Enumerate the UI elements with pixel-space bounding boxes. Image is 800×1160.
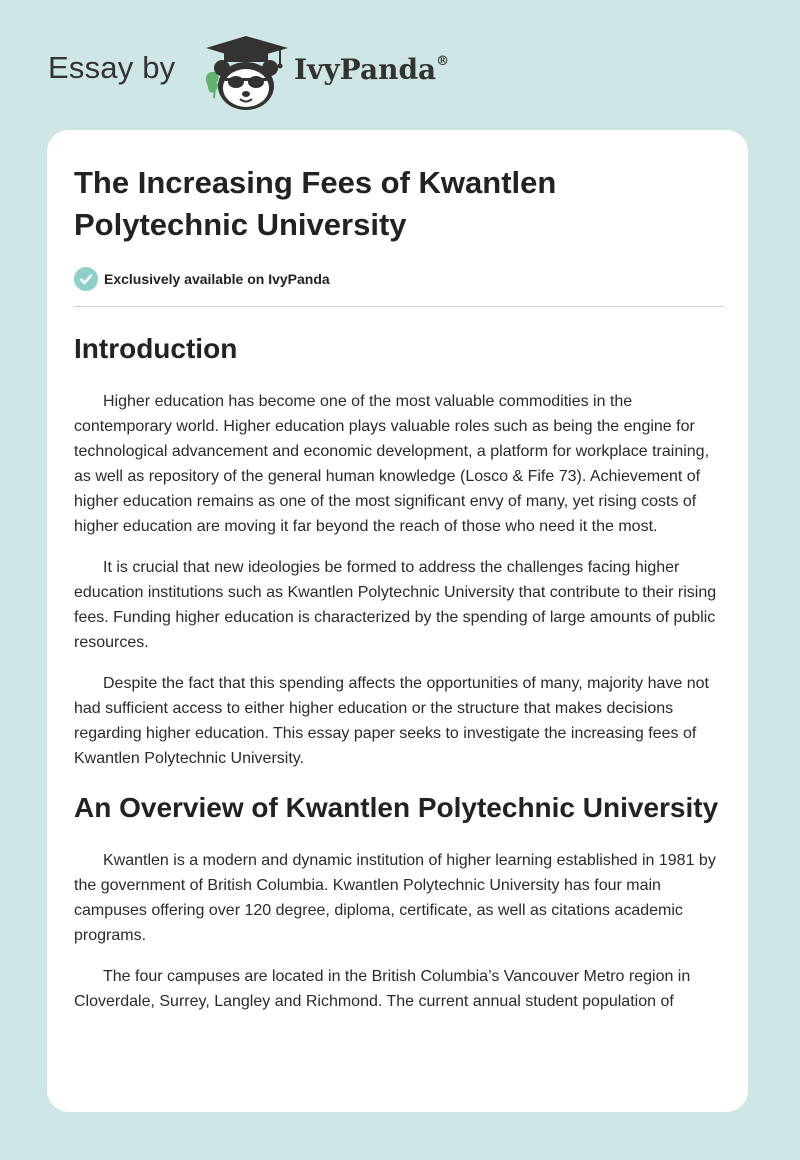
section-heading: An Overview of Kwantlen Polytechnic University xyxy=(74,792,719,823)
site-header xyxy=(0,0,800,120)
page-title: The Increasing Fees of Kwantlen Polytechnic University xyxy=(74,165,557,242)
brand-name[interactable]: IvyPanda® xyxy=(294,53,450,86)
panda-logo-icon[interactable] xyxy=(200,34,292,112)
paragraph: The four campuses are located in the British Columbia’s Vancouver Metro region in Cloverdale, Surrey, Langley and Richmond. The current annual student population of xyxy=(74,968,691,1010)
essay-card xyxy=(47,130,748,1112)
paragraph: It is crucial that new ideologies be formed to address the challenges facing higher education institutions such as Kwantlen Polytechnic University that contribute to their rising fees. Funding higher education is characterized by the spending of large amounts of public resources. xyxy=(74,559,717,651)
registered-mark: ® xyxy=(436,53,450,69)
paragraph: Despite the fact that this spending affects the opportunities of many, majority have not had sufficient access to either higher education or the structure that makes decisions regarding higher education. This essay paper seeks to investigate the increasing fees of Kwantlen Polytechnic University. xyxy=(74,675,709,767)
brand-prefix: Essay by xyxy=(48,50,176,85)
exclusive-badge xyxy=(74,266,724,292)
section-heading: Introduction xyxy=(74,333,238,364)
essay-content xyxy=(74,130,724,1014)
divider xyxy=(74,306,724,307)
badge-text: Exclusively available on IvyPanda xyxy=(104,271,330,287)
paragraph: Kwantlen is a modern and dynamic institution of higher learning established in 1981 by the government of British Columbia. Kwantlen Polytechnic University has four main campuses offering over 120 degree, diploma, certificate, as well as citations academic programs. xyxy=(74,852,716,944)
paragraph: Higher education has become one of the most valuable commodities in the contemporary world. Higher education plays valuable roles such as being the engine for technological advancement and economic development, a platform for workplace training, as well as repository of the general human knowledge (Losco & Fife 73). Achievement of higher education remains as one of the most significant envy of many, yet rising costs of higher education are moving it far beyond the reach of those who need it the most. xyxy=(74,393,710,535)
check-circle-icon xyxy=(74,267,98,291)
